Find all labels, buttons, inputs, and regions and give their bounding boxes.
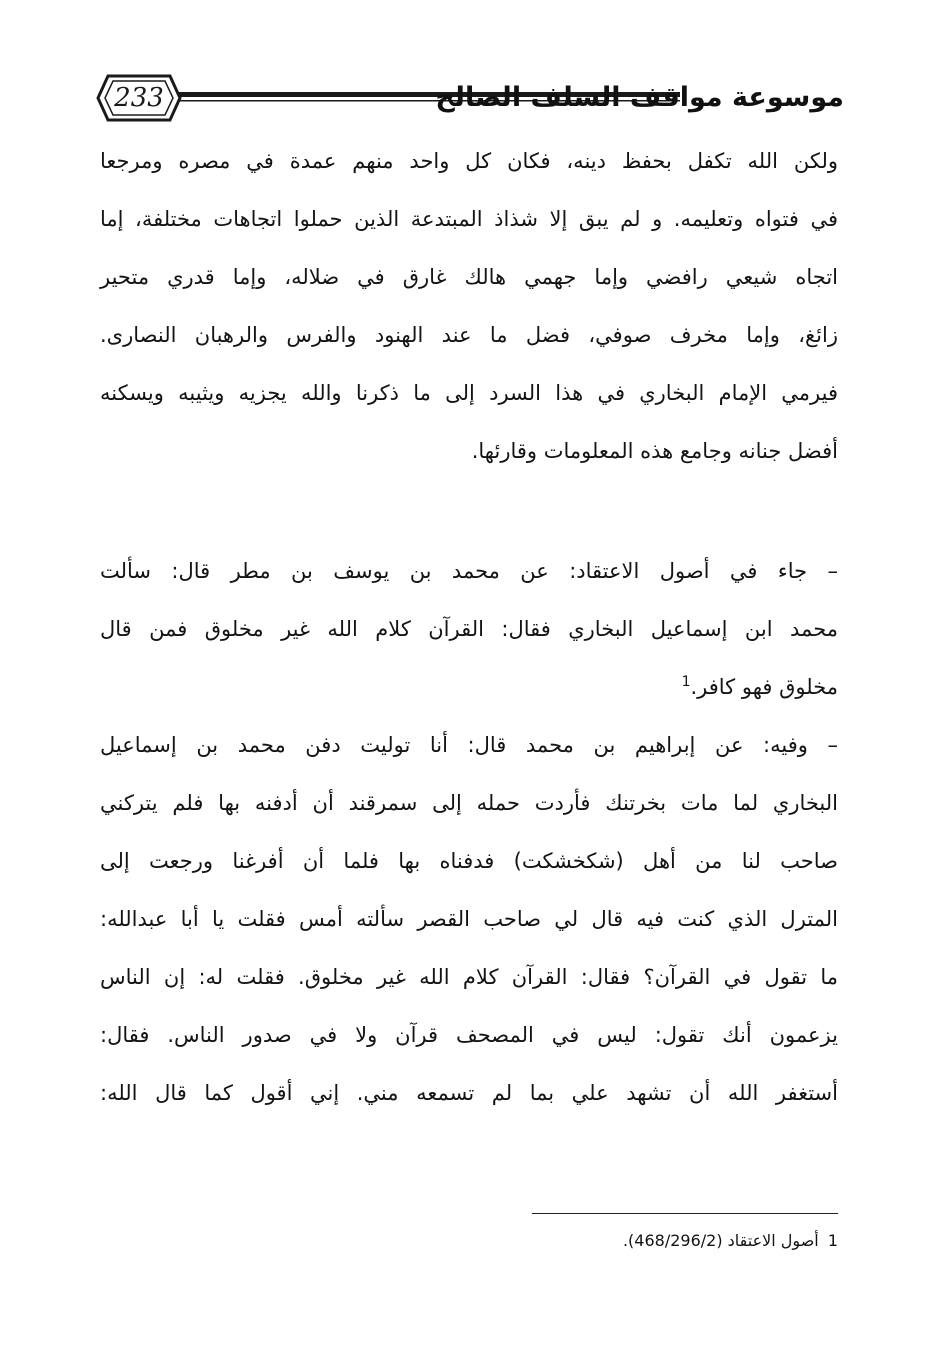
text-line-with-footnote bbox=[100, 658, 838, 716]
text-line: في فتواه وتعليمه. و لم يبق إلا شذاذ المبتدعة الذين حملوا اتجاهات مختلفة، إما bbox=[100, 207, 838, 231]
text-line: أفضل جنانه وجامع هذه المعلومات وقارئها. bbox=[471, 439, 838, 463]
footnote-number: 1 bbox=[827, 1231, 838, 1250]
footnote-reference[interactable]: 1 bbox=[681, 674, 691, 690]
text-line: زائغ، وإما مخرف صوفي، فضل ما عند الهنود والفرس والرهبان النصارى. bbox=[100, 323, 838, 347]
text-line: ما تقول في القرآن؟ فقال: القرآن كلام الله غير مخلوق. فقلت له: إن الناس bbox=[100, 965, 838, 989]
footnote-text: أصول الاعتقاد (468/296/2). bbox=[622, 1231, 819, 1250]
text-line: يزعمون أنك تقول: ليس في المصحف قرآن ولا في صدور الناس. فقال: bbox=[100, 1023, 838, 1047]
text-line: محمد ابن إسماعيل البخاري فقال: القرآن كلام الله غير مخلوق فمن قال bbox=[100, 617, 838, 641]
page-body bbox=[100, 132, 838, 1122]
text-segment: مخلوق فهو كافر. bbox=[690, 675, 838, 699]
paragraph-gap bbox=[100, 480, 838, 542]
page-number: 233 bbox=[114, 83, 164, 113]
footnote bbox=[438, 1226, 838, 1256]
book-title: موسوعة مواقف السلف الصالح bbox=[435, 82, 844, 113]
page-number-badge bbox=[96, 70, 182, 126]
text-line: – وفيه: عن إبراهيم بن محمد قال: أنا توليت دفن محمد بن إسماعيل bbox=[100, 733, 838, 757]
text-line: – جاء في أصول الاعتقاد: عن محمد بن يوسف بن مطر قال: سألت bbox=[100, 559, 838, 583]
text-line: أستغفر الله أن تشهد علي بما لم تسمعه مني. إني أقول كما قال الله: bbox=[100, 1081, 838, 1105]
text-line: المترل الذي كنت فيه قال لي صاحب القصر سألته أمس فقلت يا أبا عبدالله: bbox=[100, 907, 838, 931]
text-line: اتجاه شيعي رافضي وإما جهمي هالك غارق في ضلاله، وإما قدري متحير bbox=[100, 265, 838, 289]
text-line: فيرمي الإمام البخاري في هذا السرد إلى ما ذكرنا والله يجزيه ويثيبه ويسكنه bbox=[100, 381, 838, 405]
text-line: ولكن الله تكفل بحفظ دينه، فكان كل واحد منهم عمدة في مصره ومرجعا bbox=[100, 149, 838, 173]
text-line: البخاري لما مات بخرتنك فأردت حمله إلى سمرقند أن أدفنه بها فلم يتركني bbox=[100, 791, 838, 815]
page-header bbox=[96, 62, 844, 132]
footnote-separator bbox=[532, 1213, 838, 1214]
text-line: صاحب لنا من أهل (شكخشكت) فدفناه بها فلما أن أفرغنا ورجعت إلى bbox=[100, 849, 838, 873]
